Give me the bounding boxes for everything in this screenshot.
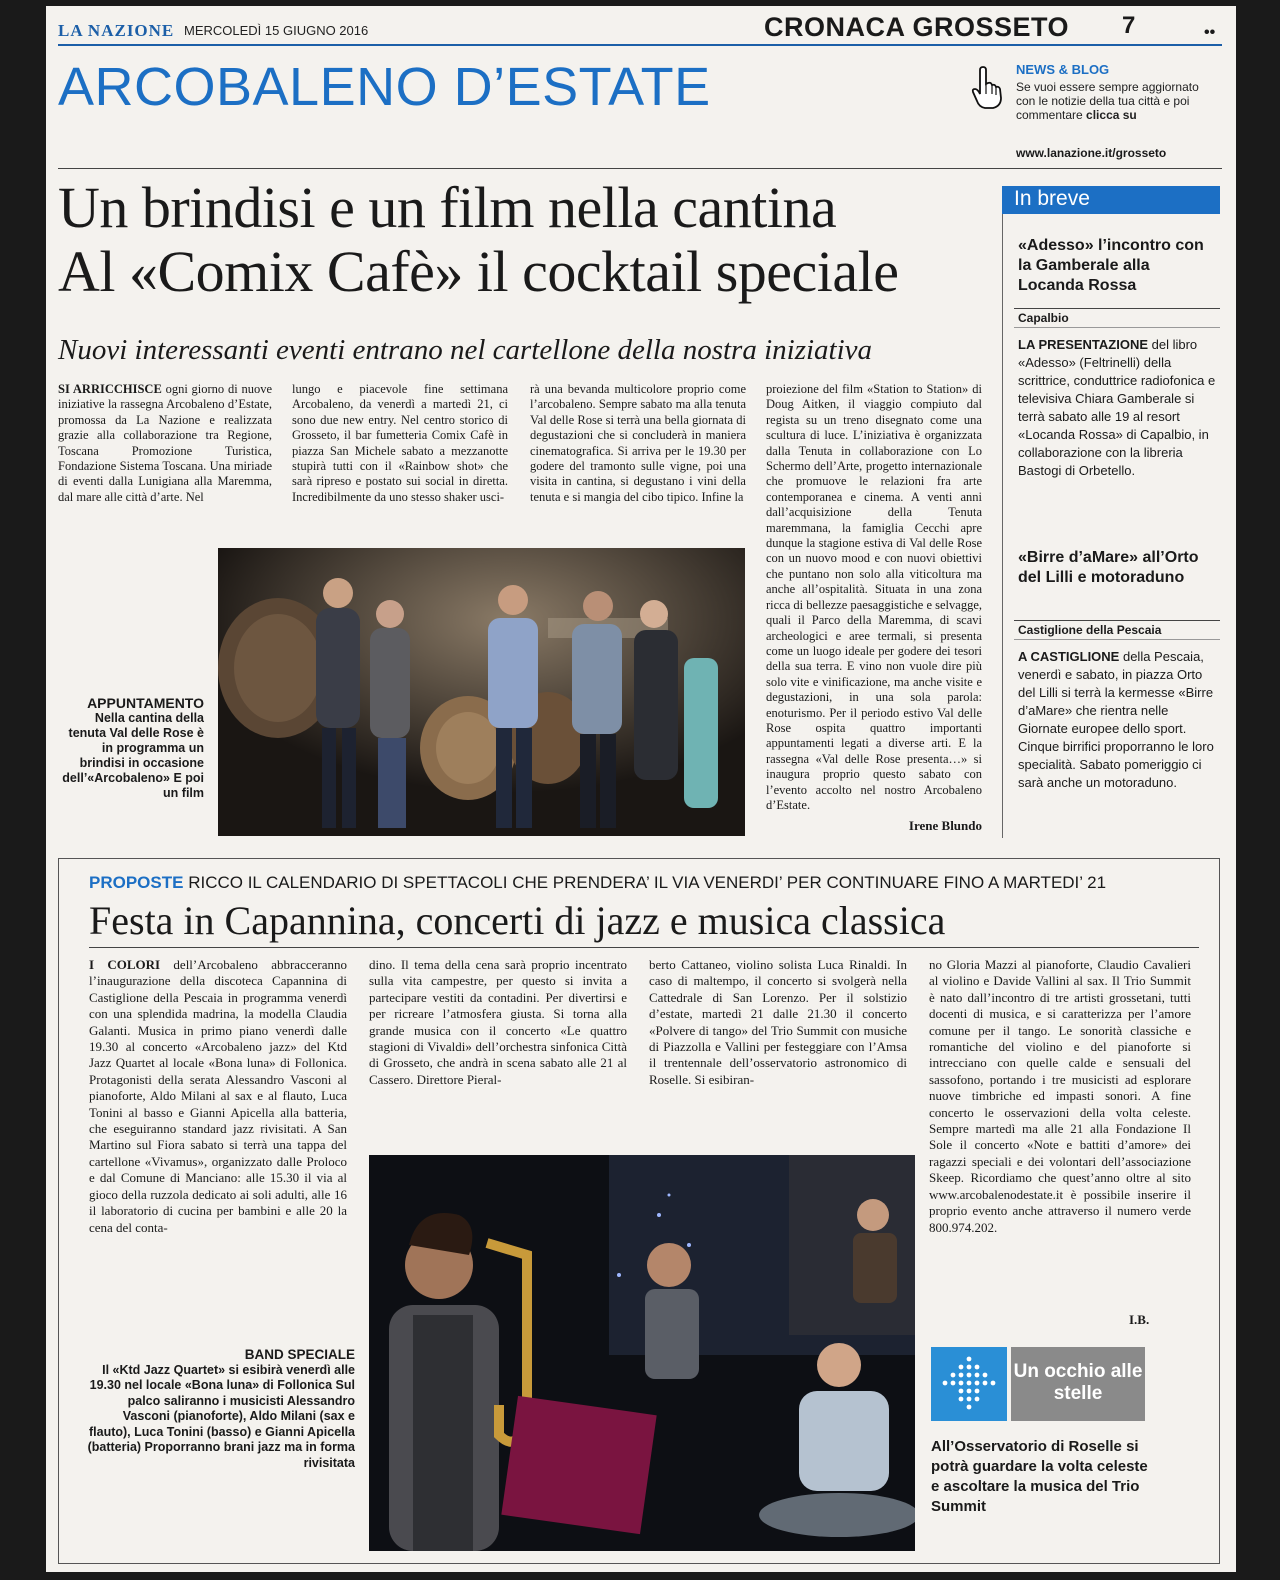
- occhio-text: All’Osservatorio di Roselle si potrà guardare la volta celeste e ascoltare la musica del Trio Summit: [931, 1438, 1148, 1515]
- paper-name: LA NAZIONE: [58, 21, 175, 40]
- article2-rule: [89, 947, 1199, 948]
- newspaper-page: [46, 6, 1236, 1572]
- article1-column-2: lungo e piacevole fine settimana Arcobaleno, da venerdì a martedì 21, ci sono due new entry. Nel centro storico di Grosseto, il bar fumetteria Comix Cafè in piazza San Michele sabato a mezzanotte stupirà tutti con il «Rainbow shot» che sarà ripreso e postato sui social in diretta. Incredibilmente da uno stesso shaker usci-: [292, 382, 508, 504]
- article2-caption-kicker: BAND SPECIALE: [244, 1347, 355, 1362]
- article1-column-4: proiezione del film «Station to Station» di Doug Aitken, il viaggio compiuto dal regista su un treno disegnato come una scultura di luce. L’iniziativa è organizzata dalla Tenuta in collaborazione con Lo Schermo dell’Arte, progetto internazionale che promuove le relazioni fra arte contemporanea e cinema. A venti anni dall’acquisizione della Tenuta maremmana, la famiglia Cecchi apre dunque la stagione estiva di Val delle Rose con un nuovo mood e con nuovi obiettivi che puntano non solo alla viticoltura ma anche all’ospitalità. Situata in una zona ricca di bellezze paesaggistiche e selvagge, quali il Parco della Maremma, di scavi archeologici e aree termali, si presenta come un luogo ideale per godere dei tesori della sua terra. E vino non vuole dire più solo vite e vinificazione, ma anche visite e degustazioni, in una sola parola: enoturismo. Per il periodo estivo Val delle Rose ospita quattro importanti appuntamenti legati a diverse arti. E la rassegna «Val delle Rose presenta…» si inaugura proprio questo sabato con l’evento accolto nel nostro Arcobaleno d’Estate.: [766, 382, 982, 812]
- breve-item2-title: «Birre d’aMare» all’Orto del Lilli e motoraduno: [1018, 549, 1199, 586]
- article1-byline: Irene Blundo: [908, 818, 982, 833]
- breve-item2-lead: A CASTIGLIONE: [1018, 649, 1120, 664]
- issue-date: MERCOLEDÌ 15 GIUGNO 2016: [184, 23, 369, 38]
- breve-item2-body: [1018, 648, 1218, 792]
- article1-headline-line1: Un brindisi e un film nella cantina: [58, 175, 837, 240]
- article2-col1-text: dell’Arcobaleno abbracceranno l’inaugurazione della discoteca Capannina di Castiglione della Pescaia in programma venerdì con una splendida madrina, la modella Claudia Galanti. Musica in primo piano venerdì dalle 19.30 al concerto «Arcobaleno jazz» del Ktd Jazz Quartet al locale «Bona luna» di Follonica. Protagonisti della serata Alessandro Vasconi al pianoforte, Aldo Milani al sax e al flauto, Luca Tonini al basso e Gianni Apicella alla batteria, che eseguiranno standard jazz rivisitati. A San Martino sul Fiora sabato si terrà una tappa del cartellone «Vivamus», organizzato dalle Proloco e dal Comune di Manciano: alle 15.30 il via al gioco della ruzzola dedicato ai soli adulti, alle 16 il laboratorio di cucina per bambini e alle 20 la cena del conta-: [89, 957, 347, 1235]
- article2-headline: Festa in Capannina, concerti di jazz e musica classica: [89, 898, 946, 943]
- article2-kicker-line: [89, 873, 1106, 893]
- breve-item2-text: della Pescaia, venerdì e sabato, in piazza Orto del Lilli si terrà la kermesse «Birre d’aMare» che rientra nelle Giornate europee dello sport. Cinque birrifici proporranno le loro specialità. Sabato pomeriggio ci sarà anche un motoraduno.: [1018, 649, 1214, 790]
- article1-photo-caption: [58, 696, 204, 801]
- article2-kicker-text: RICCO IL CALENDARIO DI SPETTACOLI CHE PRENDERA’ IL VIA VENERDI’ PER CONTINUARE FINO A MARTEDI’ 21: [183, 873, 1107, 892]
- breve-item1-place: Capalbio: [1014, 308, 1220, 328]
- observatory-logo-icon: [931, 1347, 1007, 1421]
- page-number: 7: [1122, 12, 1136, 39]
- article1-caption-text: Nella cantina della tenuta Val delle Rose è in programma un brindisi in occasione dell’«Arcobaleno» E poi un film: [62, 711, 204, 800]
- occhio-badge: Un occhio alle stelle: [1011, 1347, 1145, 1421]
- article2-column-4: no Gloria Mazzi al pianoforte, Claudio Cavalieri al violino e Davide Vallini al sax. Il Trio Summit è nato dall’incontro di tre artisti grossetani, tutti docenti di musica, e si caratterizza per l’amore comune per il tango. Le sonorità classiche e romantiche del violino e del pianoforte si intrecciano con quelle calde e sensuali del sassofono, portando i tre musicisti ad esplorare nuove timbriche ed impasti sonori. A fine concerto le osservazioni della volta celeste. Sempre martedì ma alle 21 alla Fondazione Il Sole il concerto «Note e battiti d’amore» dei ragazzi speciali e dei volontari dell’associazione Skeep. Ricordiamo che quest’anno oltre al sito www.arcobalenodestate.it è possibile inserire il proprio evento anche attraverso il numero verde 800.974.202.: [929, 957, 1191, 1235]
- occhio-stelle-box: [931, 1347, 1151, 1547]
- news-blog-link[interactable]: www.lanazione.it/grosseto: [1016, 146, 1167, 160]
- article2-column-3: berto Cattaneo, violino solista Luca Rinaldi. In caso di maltempo, il concerto si svolgerà nella Cattedrale di San Lorenzo. Per il solstizio d’estate, martedì 21 dalle 21.30 il concerto «Polvere di tango» del Trio Summit con musiche di Piazzolla e Vallini per festeggiare con l’Amsa il trentennale dell’osservatorio astronomico di Roselle. Si esibiran-: [649, 957, 907, 1087]
- news-blog-title: NEWS & BLOG: [1016, 62, 1110, 77]
- sidebar-divider: [1002, 214, 1003, 838]
- article1-headline: [58, 176, 988, 304]
- in-breve-header: In breve: [1002, 186, 1220, 214]
- article1-headline-line2: Al «Comix Cafè» il cocktail speciale: [58, 239, 899, 304]
- article1-caption-kicker: APPUNTAMENTO: [87, 695, 204, 711]
- wine-cellar-photo: [218, 548, 745, 836]
- in-breve-sidebar: [1002, 186, 1220, 838]
- article2-caption-text: Il «Ktd Jazz Quartet» si esibirà venerdì alle 19.30 nel locale «Bona luna» di Follonica Sul palco saliranno i musicisti Alessandro Vasconi (pianoforte), Aldo Milani (sax e flauto), Luca Tonini (basso) e Gianni Apicella (batteria) Proporranno brani jazz ma in forma rivisitata: [87, 1362, 355, 1470]
- article1-column-3: rà una bevanda multicolore proprio come l’arcobaleno. Sempre sabato ma alla tenuta Val delle Rose si terrà una bella giornata di degustazioni che si concluderà in maniera cinematografica. Si arriva per le 19.30 per godere del tramonto sulle vigne, poi una visita in cantina, si degustano i vini della tenuta e si mangia del cibo tipico. Infine la: [530, 382, 746, 504]
- header-rule: [58, 44, 1222, 46]
- article2-column-2: dino. Il tema della cena sarà proprio incentrato sulla vita campestre, per questo si invita a partecipare vestiti da contadini. Per divertirsi e per ricreare l’atmosfera giusta. Si torna alla grande musica con il concerto «Le quattro stagioni di Vivaldi» dell’orchestra sinfonica Città di Grosseto, che andrà in scena sabato alle 21 al Cassero. Direttore Pieral-: [369, 957, 627, 1087]
- page-kicker-title: ARCOBALENO D’ESTATE: [58, 57, 711, 117]
- article2-byline: I.B.: [1129, 1312, 1150, 1327]
- news-blog-cta: clicca su: [1086, 108, 1137, 122]
- page-dots: ••: [1204, 24, 1216, 41]
- section-rule: [58, 168, 1222, 169]
- breve-item2-place: Castiglione della Pescaia: [1014, 620, 1220, 640]
- pointing-hand-icon: [968, 66, 1008, 110]
- article2-lead: I COLORI: [89, 957, 161, 972]
- article1-deck: Nuovi interessanti eventi entrano nel cartellone della nostra iniziativa: [58, 334, 873, 366]
- news-blog-text: [1016, 80, 1216, 122]
- breve-item1-body: [1018, 336, 1218, 480]
- news-blog-box: [968, 62, 1228, 162]
- article1-lead: SI ARRICCHISCE: [58, 382, 162, 396]
- article1-col1-text: ogni giorno di nuove iniziative la rassegna Arcobaleno d’Estate, promossa da La Nazione e realizzata grazie alla collaborazione tra Regione, Toscana Promozione Turistica, Fondazione Sistema Toscana. Una miriade di eventi dalla Lunigiana alla Maremma, dal mare alle città d’arte. Nel: [58, 382, 272, 504]
- news-blog-body: Se vuoi essere sempre aggiornato con le notizie della tua città e poi commentare: [1016, 80, 1199, 122]
- article2-column-1: [89, 957, 347, 1236]
- page-header: [46, 6, 1236, 50]
- breve-item1-title: «Adesso» l’incontro con la Gamberale alla Locanda Rossa: [1018, 237, 1204, 294]
- jazz-concert-photo: [369, 1155, 915, 1551]
- section-name: CRONACA GROSSETO: [764, 12, 1070, 42]
- breve-item1-lead: LA PRESENTAZIONE: [1018, 337, 1149, 352]
- article1-column-1: [58, 382, 272, 505]
- article2-photo-caption: [85, 1347, 355, 1471]
- article2-box: [58, 858, 1220, 1564]
- article2-kicker: PROPOSTE: [89, 873, 184, 892]
- breve-item1-text: del libro «Adesso» (Feltrinelli) della scrittrice, conduttrice radiofonica e televisiva Chiara Gamberale si terrà sabato alle 19 al resort «Locanda Rossa» di Capalbio, in collaborazione con la libreria Bastogi di Orbetello.: [1018, 337, 1216, 478]
